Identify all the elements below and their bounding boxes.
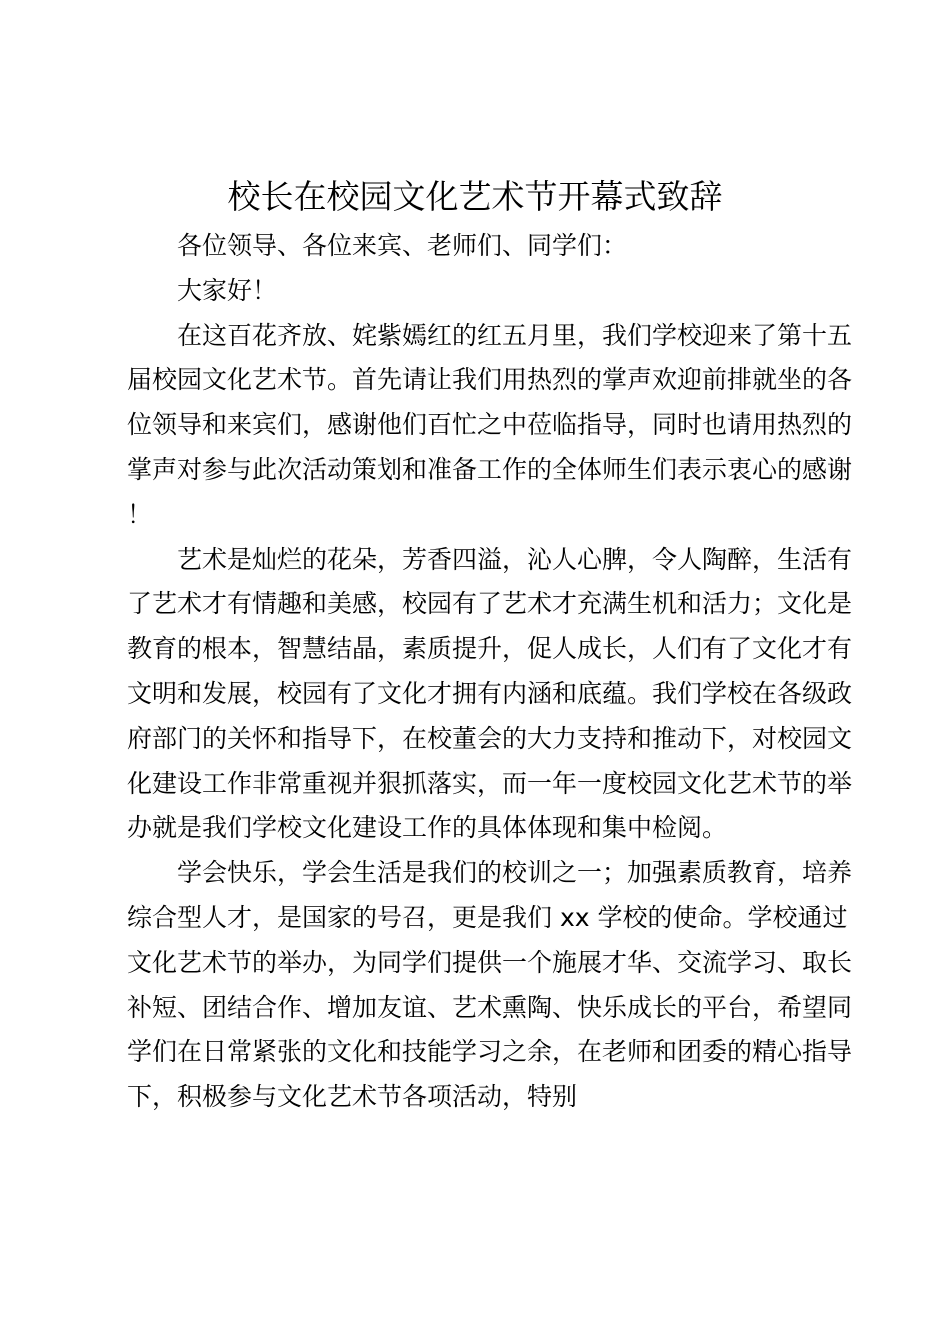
body-paragraph: 学会快乐，学会生活是我们的校训之一；加强素质教育，培养综合型人才，是国家的号召，更是我们 xx 学校的使命。学校通过文化艺术节的举办，为同学们提供一个施展才华、交流学习、取长补短、团结合作、增加友谊、艺术熏陶、快乐成长的平台，希望同学们在日常紧张的文化和技能学习之余，在老师和团委的精心指导下，积极参与文化艺术节各项活动，特别 xyxy=(127,858,853,1112)
document-title: 校长在校园文化艺术节开幕式致辞 xyxy=(227,177,723,216)
salutation-paragraph: 各位领导、各位来宾、老师们、同学们： xyxy=(177,231,628,260)
greeting-paragraph: 大家好！ xyxy=(177,275,278,305)
body-paragraph: 在这百花齐放、姹紫嫣红的红五月里，我们学校迎来了第十五届校园文化艺术节。首先请让我们用热烈的掌声欢迎前排就坐的各位领导和来宾们，感谢他们百忙之中莅临指导，同时也请用热烈的掌声对参与此次活动策划和准备工作的全体师生们表示衷心的感谢！ xyxy=(127,320,853,529)
document-body xyxy=(127,224,867,1120)
body-paragraph: 艺术是灿烂的花朵，芳香四溢，沁人心脾，令人陶醉，生活有了艺术才有情趣和美感，校园有了艺术才充满生机和活力；文化是教育的根本，智慧结晶，素质提升，促人成长，人们有了文化才有文明和发展，校园有了文化才拥有内涵和底蕴。我们学校在各级政府部门的关怀和指导下，在校董会的大力支持和推动下，对校园文化建设工作非常重视并狠抓落实，而一年一度校园文化艺术节的举办就是我们学校文化建设工作的具体体现和集中检阅。 xyxy=(127,544,853,843)
